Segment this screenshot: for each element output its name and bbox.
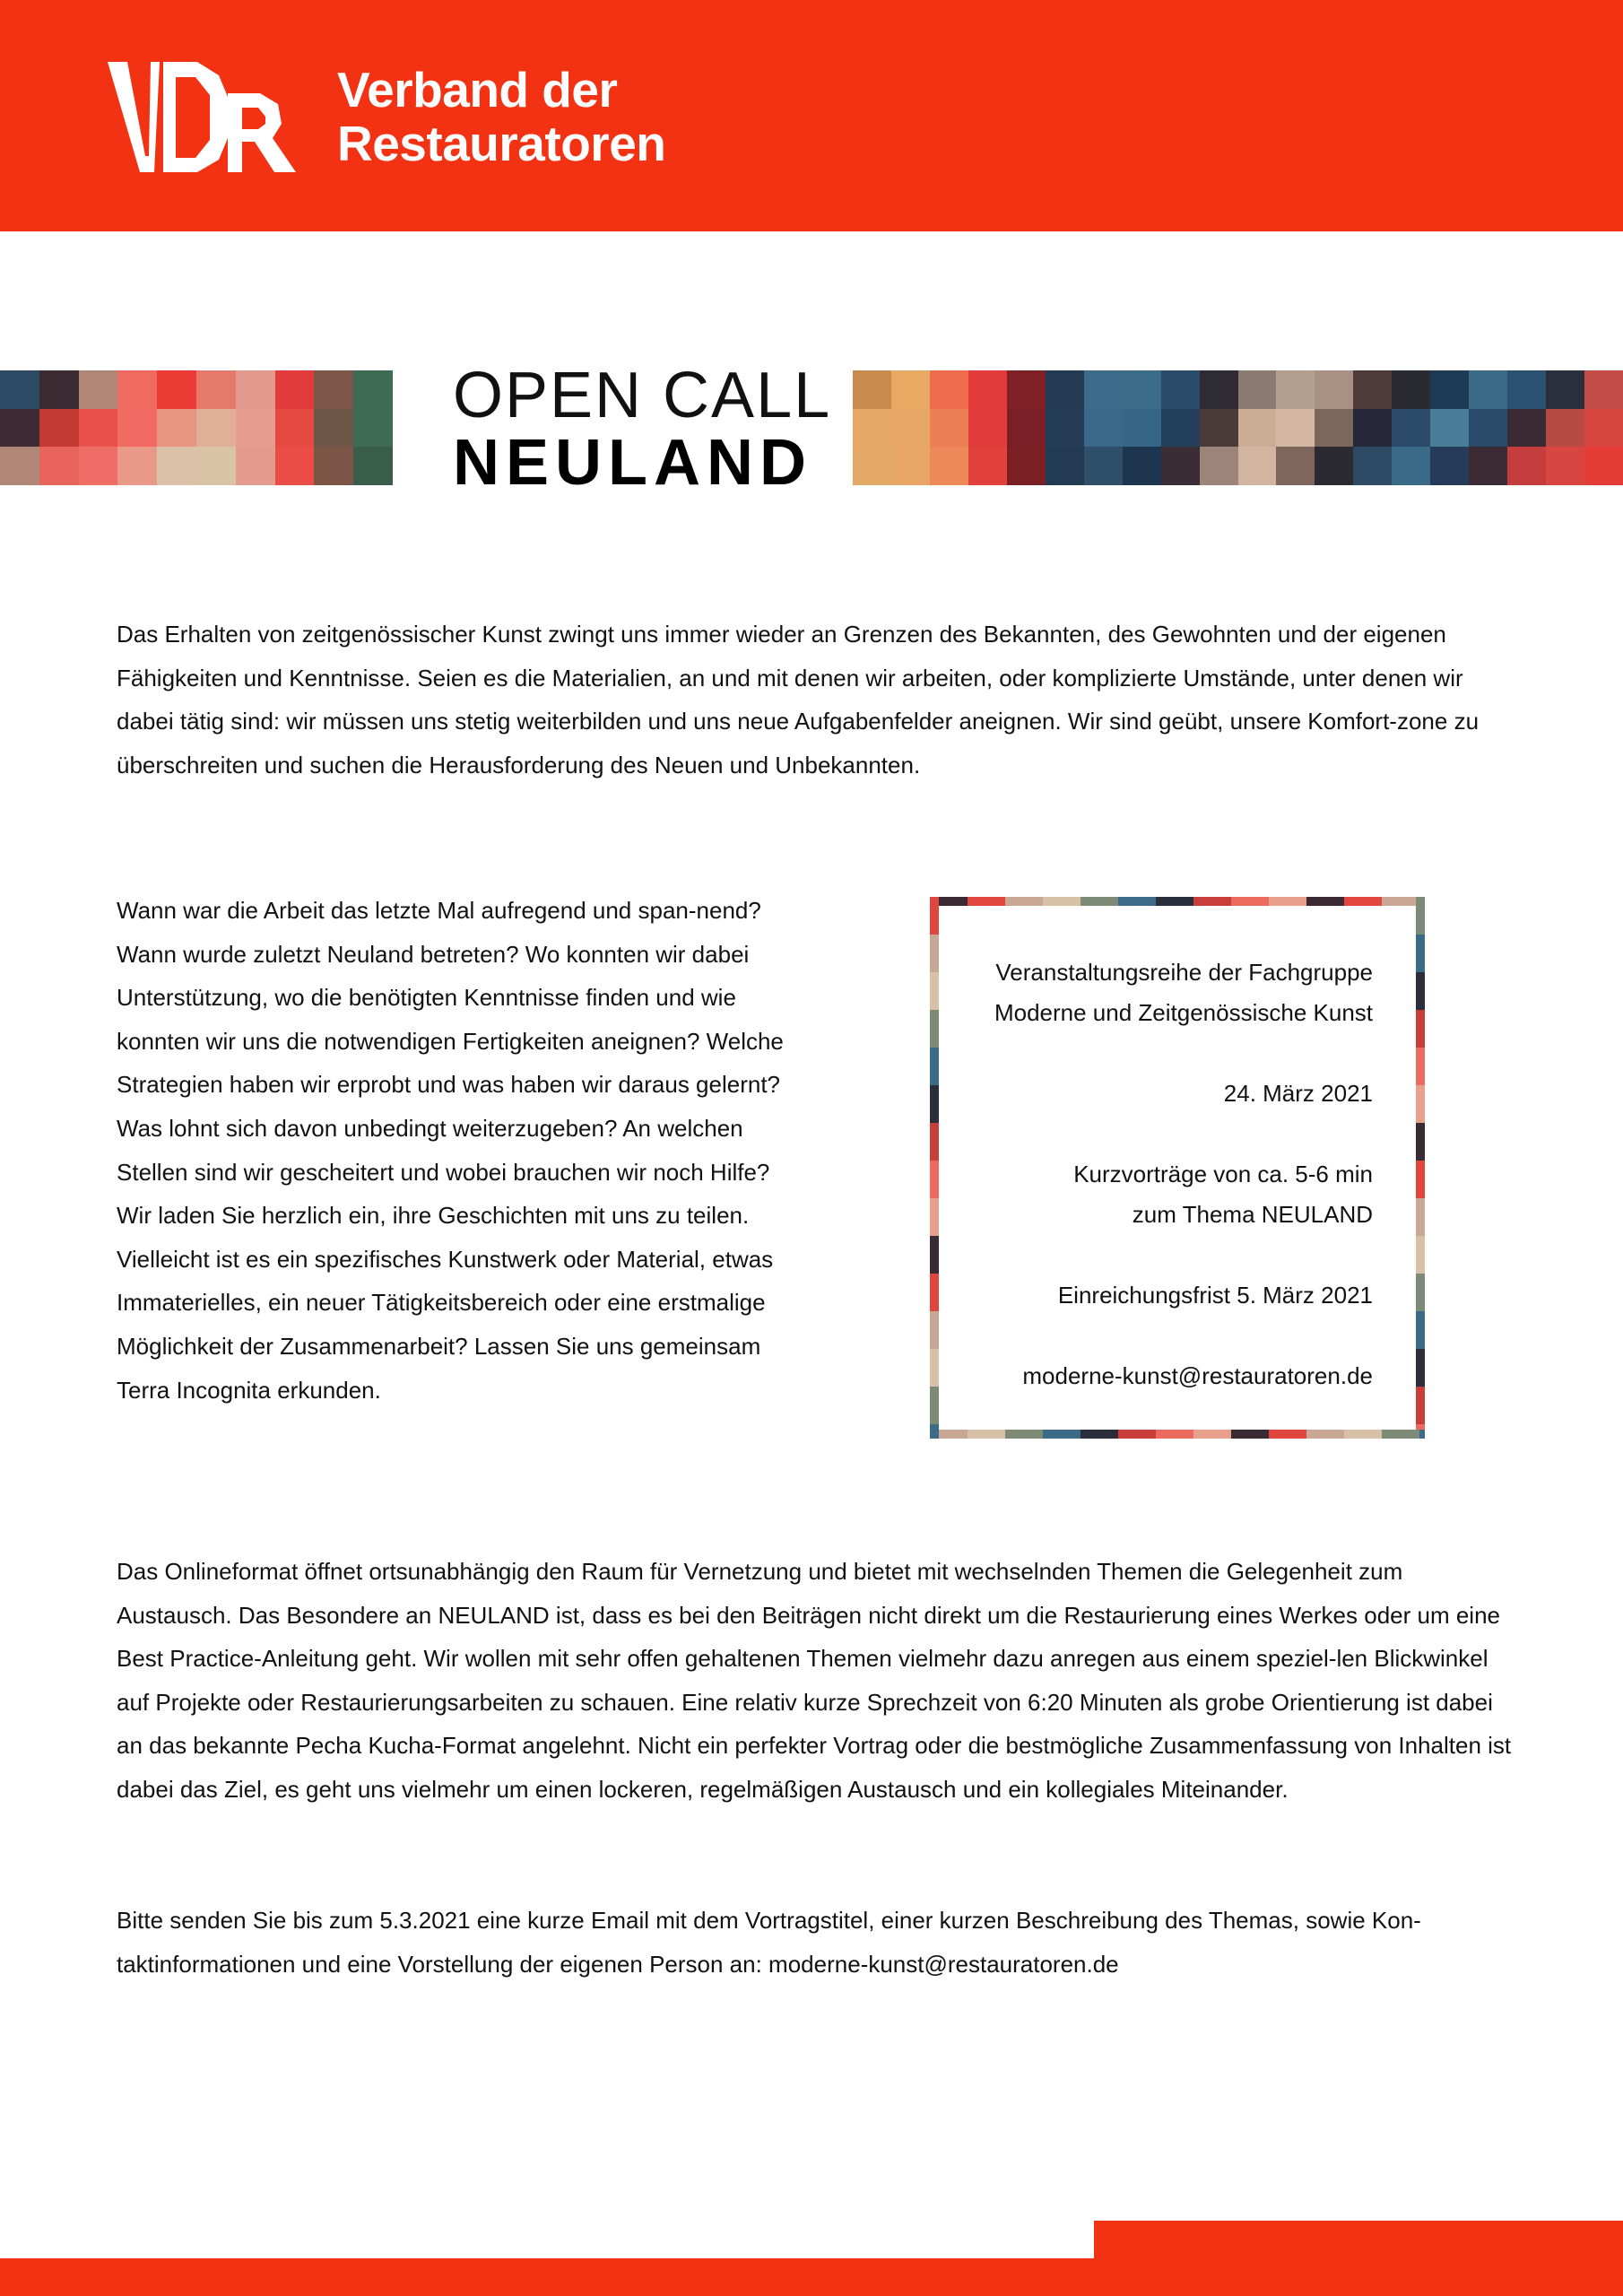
pixel-tile — [968, 370, 1007, 409]
pixel-tile — [1161, 370, 1200, 409]
pixel-tile — [1123, 370, 1161, 409]
frame-segment — [1416, 1085, 1425, 1123]
pixel-mosaic-left — [0, 370, 393, 485]
pixel-tile — [1584, 370, 1623, 409]
frame-segment — [1416, 972, 1425, 1010]
pixel-tile — [1430, 447, 1469, 485]
pixel-tile — [1084, 370, 1123, 409]
pixel-tile — [1161, 409, 1200, 448]
frame-segment — [1306, 1430, 1344, 1439]
header-banner — [0, 0, 1623, 231]
pixel-tile — [0, 370, 39, 409]
pixel-tile — [196, 447, 236, 485]
footer-bar — [0, 2258, 1094, 2296]
frame-segment — [1416, 1010, 1425, 1048]
frame-segment — [930, 1123, 939, 1161]
footer-block — [1094, 2221, 1623, 2296]
pixel-tile — [1007, 370, 1046, 409]
page-title — [453, 360, 832, 499]
pixel-mosaic-right — [853, 370, 1623, 485]
pixel-tile — [968, 409, 1007, 448]
frame-segment — [1416, 1387, 1425, 1424]
pixel-tile — [1469, 370, 1507, 409]
vdr-logo — [108, 59, 298, 176]
event-info-content — [939, 906, 1416, 1430]
pixel-tile — [275, 409, 315, 448]
frame-segment — [930, 1311, 939, 1349]
title-line2: NEULAND — [453, 427, 812, 499]
pixel-tile — [1123, 447, 1161, 485]
pixel-tile — [39, 447, 79, 485]
pixel-tile — [853, 370, 891, 409]
pixel-tile — [353, 447, 393, 485]
frame-segment — [1043, 897, 1081, 906]
talks-line1: Kurzvorträge von ca. 5-6 min — [1073, 1161, 1373, 1187]
pixel-tile — [353, 370, 393, 409]
pixel-tile — [1430, 370, 1469, 409]
talks-line2: zum Thema NEULAND — [1132, 1201, 1373, 1228]
pixel-tile — [1238, 447, 1277, 485]
frame-segment — [1043, 1430, 1081, 1439]
pixel-tile — [1353, 370, 1392, 409]
pixel-tile — [853, 409, 891, 448]
pixel-tile — [236, 447, 275, 485]
pixel-tile — [275, 370, 315, 409]
questions-paragraph: Wann war die Arbeit das letzte Mal aufregend und span-nend? Wann wurde zuletzt Neuland betreten? Wo konnten wir dabei Unterstützung, wo die benötigten Kenntnisse finden und wie konnten wir uns die notwendigen Fertigkeiten aneignen? Welche Strategien haben wir erprobt und was haben wir daraus gelernt? Was lohnt sich davon unbedingt weiterzugeben? An welchen Stellen sind wir gescheitert und wobei brauchen wir noch Hilfe? Wir laden Sie herzlich ein, ihre Geschichten mit uns zu teilen. Vielleicht ist es ein spezifisches Kunstwerk oder Material, etwas Immaterielles, ein neuer Tätigkeitsbereich oder eine erstmalige Möglichkeit der Zusammenarbeit? Lassen Sie uns gemeinsam Terra Incognita erkunden. — [117, 897, 784, 1404]
pixel-tile — [157, 409, 196, 448]
frame-segment — [930, 1085, 939, 1123]
org-name-line2: Restauratoren — [337, 116, 666, 171]
pixel-tile — [1276, 370, 1315, 409]
pixel-tile — [1276, 409, 1315, 448]
pixel-tile — [1200, 409, 1238, 448]
pixel-tile — [314, 370, 353, 409]
frame-segment — [1416, 1123, 1425, 1161]
pixel-tile — [196, 370, 236, 409]
pixel-tile — [1276, 447, 1315, 485]
frame-segment — [1231, 1430, 1269, 1439]
frame-segment — [1416, 1311, 1425, 1349]
frame-segment — [930, 897, 939, 935]
pixel-tile — [1507, 370, 1546, 409]
frame-segment — [1118, 1430, 1156, 1439]
submission-paragraph: Bitte senden Sie bis zum 5.3.2021 eine kurze Email mit dem Vortragstitel, einer kurzen Beschreibung des Themas, sowie Kon-taktinformationen und eine Vorstellung der eigenen Person an: moderne-kunst@restauratoren.de — [117, 1907, 1421, 1978]
pixel-tile — [853, 447, 891, 485]
frame-segment — [1382, 1430, 1419, 1439]
pixel-tile — [1046, 409, 1084, 448]
series-line2: Moderne und Zeitgenössische Kunst — [994, 999, 1373, 1026]
frame-segment — [1156, 897, 1193, 906]
frame-segment — [930, 1387, 939, 1424]
frame-segment — [1419, 1430, 1425, 1439]
frame-segment — [1193, 897, 1231, 906]
frame-segment — [1081, 897, 1118, 906]
frame-segment — [930, 1349, 939, 1387]
pixel-tile — [1584, 447, 1623, 485]
frame-segment — [1156, 1430, 1193, 1439]
pixel-tile — [117, 447, 157, 485]
frame-segment — [930, 1236, 939, 1274]
pixel-tile — [236, 370, 275, 409]
pixel-tile — [1469, 409, 1507, 448]
frame-segment — [1081, 1430, 1118, 1439]
frame-segment — [1005, 1430, 1043, 1439]
pixel-tile — [314, 409, 353, 448]
pixel-tile — [1046, 447, 1084, 485]
format-paragraph: Das Onlineformat öffnet ortsunabhängig den Raum für Vernetzung und bietet mit wechselnden Themen die Gelegenheit zum Austausch. Das Besondere an NEULAND ist, dass es bei den Beiträgen nicht direkt um die Restaurierung eines Werkes oder um eine Best Practice-Anleitung geht. Wir wollen mit sehr offen gehaltenen Themen vielmehr dazu anregen aus einem speziel-len Blickwinkel auf Projekte oder Restaurierungsarbeiten zu schauen. Eine relativ kurze Sprechzeit von 6:20 Minuten als grobe Orientierung ist dabei an das bekannte Pecha Kucha-Format angelehnt. Nicht ein perfekter Vortrag oder die bestmögliche Zusammenfassung von Inhalten ist dabei das Ziel, es geht uns vielmehr um einen lockeren, regelmäßigen Austausch und ein kollegiales Miteinander. — [117, 1558, 1512, 1803]
pixel-tile — [39, 370, 79, 409]
frame-segment — [1306, 897, 1344, 906]
pixel-tile — [236, 409, 275, 448]
frame-segment — [930, 972, 939, 1010]
pixel-tile — [1315, 409, 1353, 448]
frame-segment — [1416, 1349, 1425, 1387]
frame-segment — [930, 1048, 939, 1085]
title-line1: OPEN CALL — [453, 360, 832, 431]
pixel-tile — [1084, 447, 1123, 485]
frame-segment — [968, 897, 1005, 906]
frame-segment — [1193, 1430, 1231, 1439]
pixel-tile — [79, 370, 118, 409]
pixel-tile — [968, 447, 1007, 485]
pixel-tile — [891, 409, 930, 448]
pixel-tile — [1161, 447, 1200, 485]
frame-segment — [1382, 897, 1419, 906]
pixel-tile — [1046, 370, 1084, 409]
pixel-tile — [1238, 370, 1277, 409]
pixel-tile — [79, 409, 118, 448]
pixel-tile — [1546, 370, 1584, 409]
pixel-tile — [1315, 370, 1353, 409]
pixel-tile — [1007, 409, 1046, 448]
frame-segment — [1344, 1430, 1382, 1439]
pixel-tile — [891, 370, 930, 409]
frame-segment — [930, 935, 939, 972]
pixel-tile — [1546, 409, 1584, 448]
frame-segment — [1416, 1048, 1425, 1085]
pixel-tile — [1200, 447, 1238, 485]
frame-segment — [1005, 897, 1043, 906]
frame-segment — [1118, 897, 1156, 906]
pixel-tile — [1123, 409, 1161, 448]
frame-segment — [968, 1430, 1005, 1439]
pixel-tile — [79, 447, 118, 485]
frame-segment — [1231, 897, 1269, 906]
series-line1: Veranstaltungsreihe der Fachgruppe — [995, 959, 1373, 986]
pixel-tile — [196, 409, 236, 448]
pixel-tile — [1507, 409, 1546, 448]
pixel-tile — [891, 447, 930, 485]
contact-email: moderne-kunst@restauratoren.de — [1022, 1362, 1373, 1389]
organization-name — [337, 63, 665, 170]
frame-segment — [1269, 897, 1306, 906]
pixel-tile — [1546, 447, 1584, 485]
pixel-tile — [1084, 409, 1123, 448]
frame-segment — [1416, 1198, 1425, 1236]
frame-segment — [930, 1010, 939, 1048]
pixel-tile — [1353, 447, 1392, 485]
submission-deadline: Einreichungsfrist 5. März 2021 — [1057, 1282, 1373, 1309]
pixel-tile — [157, 447, 196, 485]
pixel-tile — [353, 409, 393, 448]
pixel-tile — [1315, 447, 1353, 485]
pixel-tile — [1200, 370, 1238, 409]
frame-segment — [1416, 935, 1425, 972]
frame-segment — [930, 1161, 939, 1198]
pixel-tile — [0, 447, 39, 485]
pixel-tile — [1469, 447, 1507, 485]
pixel-tile — [1007, 447, 1046, 485]
pixel-tile — [1238, 409, 1277, 448]
pixel-tile — [930, 447, 968, 485]
frame-segment — [1416, 1236, 1425, 1274]
pixel-tile — [1430, 409, 1469, 448]
pixel-tile — [1353, 409, 1392, 448]
pixel-tile — [39, 409, 79, 448]
intro-paragraph: Das Erhalten von zeitgenössischer Kunst zwingt uns immer wieder an Grenzen des Bekannten, des Gewohnten und der eigenen Fähigkeiten und Kenntnisse. Seien es die Materialien, an und mit denen wir arbeiten, oder komplizierte Umstände, unter denen wir dabei tätig sind: wir müssen uns stetig weiterbilden und uns neue Aufgabenfelder aneignen. Wir sind geübt, unsere Komfort-zone zu überschreiten und suchen die Herausforderung des Neuen und Unbekannten. — [117, 621, 1480, 778]
pixel-tile — [117, 409, 157, 448]
pixel-tile — [930, 409, 968, 448]
event-info-box — [930, 897, 1425, 1439]
frame-segment — [930, 1424, 939, 1439]
frame-segment — [930, 1198, 939, 1236]
pixel-tile — [1507, 447, 1546, 485]
pixel-tile — [930, 370, 968, 409]
pixel-tile — [314, 447, 353, 485]
frame-segment — [930, 1274, 939, 1311]
org-name-line1: Verband der — [337, 62, 618, 117]
pixel-tile — [1392, 409, 1430, 448]
frame-segment — [1416, 1274, 1425, 1311]
pixel-tile — [1584, 409, 1623, 448]
pixel-tile — [1392, 370, 1430, 409]
pixel-tile — [117, 370, 157, 409]
event-date: 24. März 2021 — [1223, 1080, 1373, 1107]
frame-segment — [1416, 897, 1425, 935]
pixel-tile — [0, 409, 39, 448]
frame-segment — [1344, 897, 1382, 906]
pixel-tile — [1392, 447, 1430, 485]
frame-segment — [1416, 1161, 1425, 1198]
pixel-tile — [275, 447, 315, 485]
frame-segment — [1269, 1430, 1306, 1439]
pixel-tile — [157, 370, 196, 409]
